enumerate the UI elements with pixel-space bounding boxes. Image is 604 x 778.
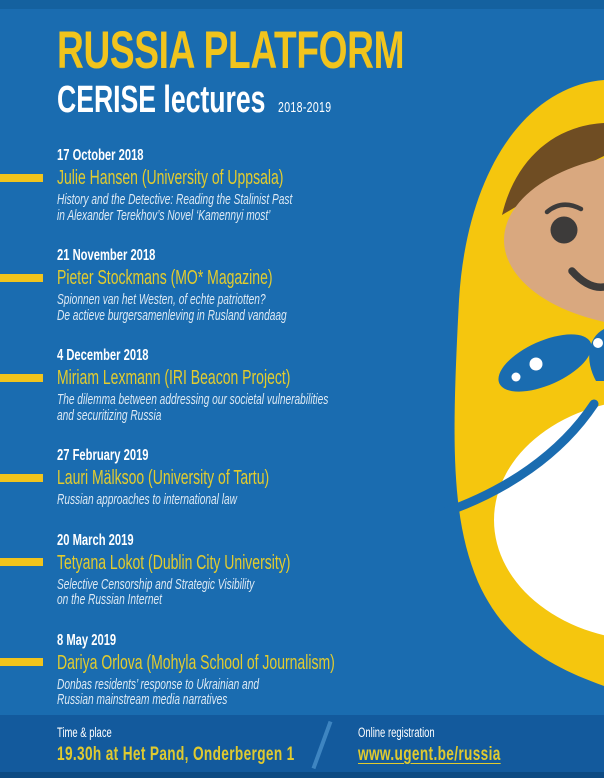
lecture-speaker: Pieter Stockmans (MO* Magazine): [57, 267, 273, 289]
lecture-item: [57, 446, 454, 509]
online-registration-label: Online registration: [358, 725, 435, 740]
speaker-highlight-dash: [0, 658, 43, 666]
lecture-description: [57, 493, 454, 509]
speaker-highlight-dash: [0, 174, 43, 182]
lecture-item: [57, 246, 454, 324]
lecture-description: [57, 578, 454, 609]
lecture-description-line: Donbas residents’ response to Ukrainian and: [57, 676, 260, 693]
lecture-item: [57, 146, 454, 224]
lecture-date: 27 February 2019: [57, 447, 149, 464]
poster-footer: [0, 715, 604, 778]
lecture-description-line: and securitizing Russia: [57, 407, 162, 424]
lecture-description-line: Selective Censorship and Strategic Visibility: [57, 576, 255, 593]
lecture-speaker-row: [57, 167, 454, 190]
speaker-highlight-dash: [0, 374, 43, 382]
lecture-description: [57, 193, 454, 224]
lecture-date: 17 October 2018: [57, 147, 144, 164]
poster-subtitle-line: [57, 80, 404, 128]
lecture-date: 21 November 2018: [57, 247, 156, 264]
lecture-speaker-row: [57, 552, 454, 575]
lecture-speaker-row: [57, 267, 454, 290]
lecture-description-line: Russian approaches to international law: [57, 492, 237, 508]
lecture-speaker: Miriam Lexmann (IRI Beacon Project): [57, 367, 291, 389]
speaker-highlight-dash: [0, 558, 43, 566]
online-registration-block: [358, 724, 562, 765]
lecture-date: 8 May 2019: [57, 631, 117, 649]
lecture-speaker-row: [57, 652, 454, 675]
lecture-speaker-row: [57, 367, 454, 390]
lecture-description-line: The dilemma between addressing our societal vulnerabilities: [57, 392, 329, 408]
speaker-highlight-dash: [0, 274, 43, 282]
lecture-item: [57, 346, 454, 424]
lecture-speaker: Tetyana Lokot (Dublin City University): [57, 551, 291, 574]
lecture-speaker-row: [57, 467, 454, 490]
lecture-description-line: on the Russian Internet: [57, 592, 162, 608]
lecture-item: [57, 631, 454, 709]
lecture-speaker: Lauri Mälksoo (University of Tartu): [57, 467, 270, 489]
speaker-highlight-dash: [0, 474, 43, 482]
time-place-label: Time & place: [57, 725, 112, 740]
lecture-description: [57, 293, 454, 324]
lecture-speaker: Dariya Orlova (Mohyla School of Journalism): [57, 651, 335, 674]
lecture-speaker: Julie Hansen (University of Uppsala): [57, 167, 284, 189]
lecture-description-line: Russian mainstream media narratives: [57, 692, 228, 708]
poster-header: [57, 21, 553, 128]
lecture-list: [57, 146, 454, 731]
doll-eye: [551, 217, 578, 244]
poster-title: RUSSIA PLATFORM: [57, 21, 405, 80]
time-place-block: [57, 724, 396, 765]
lecture-description-line: in Alexander Terekhov’s Novel ‘Kamennyi most’: [57, 207, 271, 224]
poster-season: 2018-2019: [278, 99, 332, 116]
scarf-polka-dot: [593, 338, 603, 348]
lecture-description: [57, 393, 454, 424]
lecture-description-line: History and the Detective: Reading the Stalinist Past: [57, 192, 293, 208]
scarf-polka-dot: [512, 373, 521, 382]
lecture-description-line: De actieve burgersamenleving in Rusland vandaag: [57, 307, 287, 324]
lecture-description: [57, 678, 454, 709]
scarf-polka-dot: [530, 358, 543, 371]
registration-link[interactable]: www.ugent.be/russia: [358, 743, 501, 765]
lecture-description-line: Spionnen van het Westen, of echte patriotten?: [57, 292, 266, 308]
lecture-date: 20 March 2019: [57, 531, 134, 549]
lecture-date: 4 December 2018: [57, 347, 149, 364]
poster-subtitle: CERISE lectures: [57, 79, 266, 121]
bottom-edge-strip: [0, 772, 604, 778]
lecture-item: [57, 531, 454, 609]
time-place-value: 19.30h at Het Pand, Onderbergen 1: [57, 743, 295, 765]
